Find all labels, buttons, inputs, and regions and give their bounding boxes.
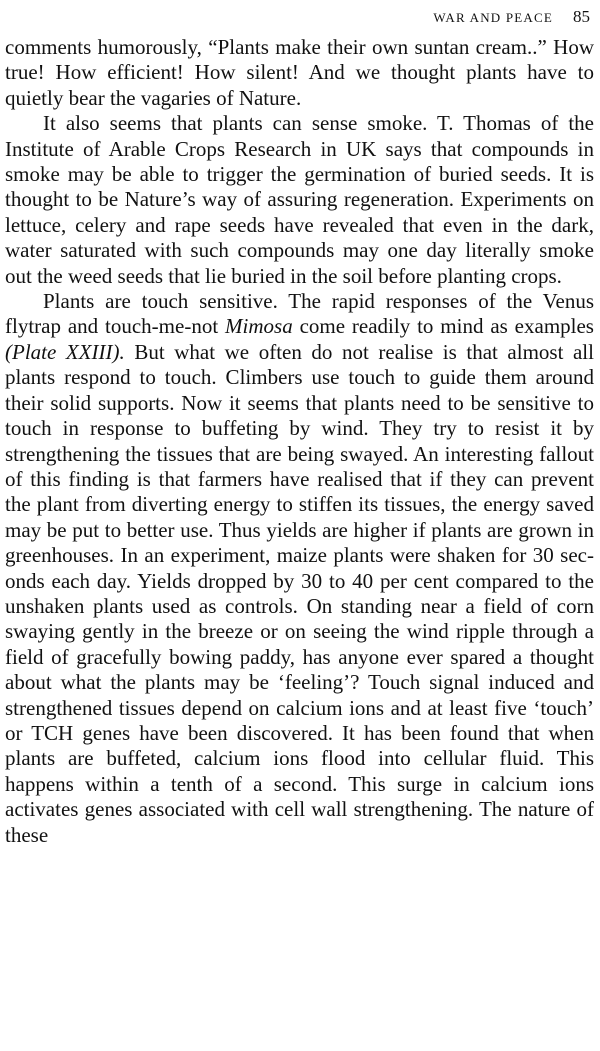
- paragraph-touch-text-1: Plants are touch sensitive. The rapid responses of the Venus flytrap and touch-me-not: [5, 289, 594, 339]
- running-head: [433, 7, 590, 27]
- italic-mimosa: Mimosa: [225, 314, 293, 339]
- page-number: 85: [573, 7, 590, 26]
- running-title: WAR AND PEACE: [433, 10, 553, 25]
- body-text: [5, 35, 594, 848]
- paragraph-smoke: It also seems that plants can sense smoke. T. Thomas of the Institute of Arable Crops Research in UK says that compounds in smoke may be able to trigger the germination of buried seeds. It is thought to be Nature’s way of assuring regeneration. Experiments on lettuce, celery and rape seeds have revealed that even in the dark, water saturated with such compounds may one day literally smoke out the weed seeds that lie buried in the soil before planting crops.: [5, 111, 594, 288]
- paragraph-touch-text-3: But what we often do not realise is that almost all plants respond to touch. Climbers use touch to guide them around their solid supports. Now it seems that plants need to be sensitive to touch in response to buffeting by wind. They try to resist it by strengthening the tissues that are being swayed. An interesting fallout of this finding is that farmers have realised that if they can prevent the plant from diverting energy to stiffen its tissues, the energy saved may be put to better use. Thus yields are higher if plants are grown in greenhouses. In an experiment, maize plants were shaken for 30 seconds each day. Yields dropped by 30 to 40 per cent compared to the unshaken plants used as controls. On standing near a field of corn swaying gently in the breeze or on seeing the wind ripple through a field of gracefully bowing paddy, has anyone ever spared a thought about what the plants may be ‘feeling’? Touch signal induced and strengthened tissues depend on calcium ions and at least five ‘touch’ or TCH genes have been discovered. It has been found that when plants are buffeted, calcium ions flood into cellular fluid. This happens within a tenth of a second. This surge in calcium ions activates genes associated with cell wall strengthening. The nature of these: [5, 339, 594, 847]
- paragraph-suntan: comments humorously, “Plants make their own suntan cream..” How true! How efficient! How silent! And we thought plants have to quietly bear the vagaries of Nature.: [5, 35, 594, 110]
- paragraph-touch-text-2: come readily to mind as examples: [292, 314, 594, 339]
- italic-plate-reference: (Plate XXIII).: [5, 339, 125, 364]
- paragraph-touch: [5, 289, 594, 848]
